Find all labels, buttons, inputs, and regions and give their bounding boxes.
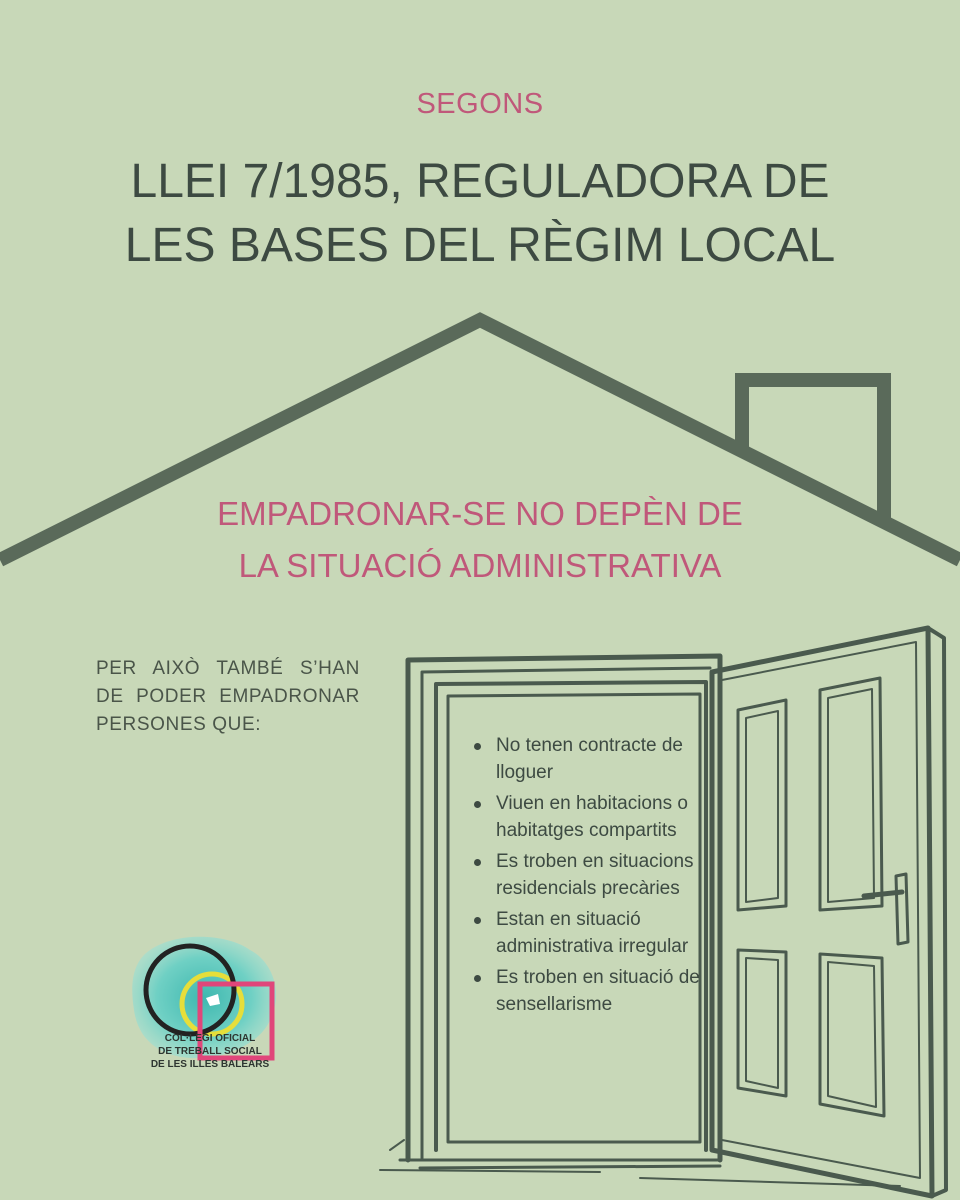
title-line-2: LES BASES DEL RÈGIM LOCAL — [124, 219, 836, 272]
door-panel-3-inner — [746, 958, 778, 1088]
statement-line-2: LA SITUACIÓ ADMINISTRATIVA — [238, 547, 722, 584]
eyebrow-text: SEGONS — [416, 88, 544, 120]
logo-line-3: DE LES ILLES BALEARS — [150, 1059, 270, 1070]
logo-line-2: DE TREBALL SOCIAL — [158, 1046, 262, 1057]
door-panel-4-inner — [828, 962, 876, 1107]
door-threshold — [400, 1160, 720, 1168]
list-item: Estan en situació administrativa irregular — [470, 906, 720, 960]
door-panel-1-inner — [746, 711, 778, 902]
list-item: No tenen contracte de lloguer — [470, 732, 720, 786]
intro-line-1: PER AIXÒ TAMBÉ S’HAN — [96, 658, 360, 679]
logo-caption — [130, 1032, 290, 1071]
list-item: Es troben en situacions residencials precàries — [470, 848, 720, 902]
conditions-list — [470, 732, 720, 1022]
door-handle-plate — [896, 874, 908, 944]
intro-line-3: PERSONES QUE: — [96, 714, 262, 735]
list-item: Es troben en situació de sensellarisme — [470, 964, 720, 1018]
intro-line-2: DE PODER EMPADRONAR — [96, 686, 360, 707]
logo-line-1: COL·LEGI OFICIAL — [164, 1033, 256, 1044]
list-item: Viuen en habitacions o habitatges compartits — [470, 790, 720, 844]
title-line-1: LLEI 7/1985, REGULADORA DE — [130, 155, 830, 208]
door-leaf — [712, 628, 932, 1196]
floor-lines — [380, 1140, 900, 1186]
statement-line-1: EMPADRONAR-SE NO DEPÈN DE — [217, 495, 743, 532]
door-panel-2-inner — [828, 689, 874, 902]
